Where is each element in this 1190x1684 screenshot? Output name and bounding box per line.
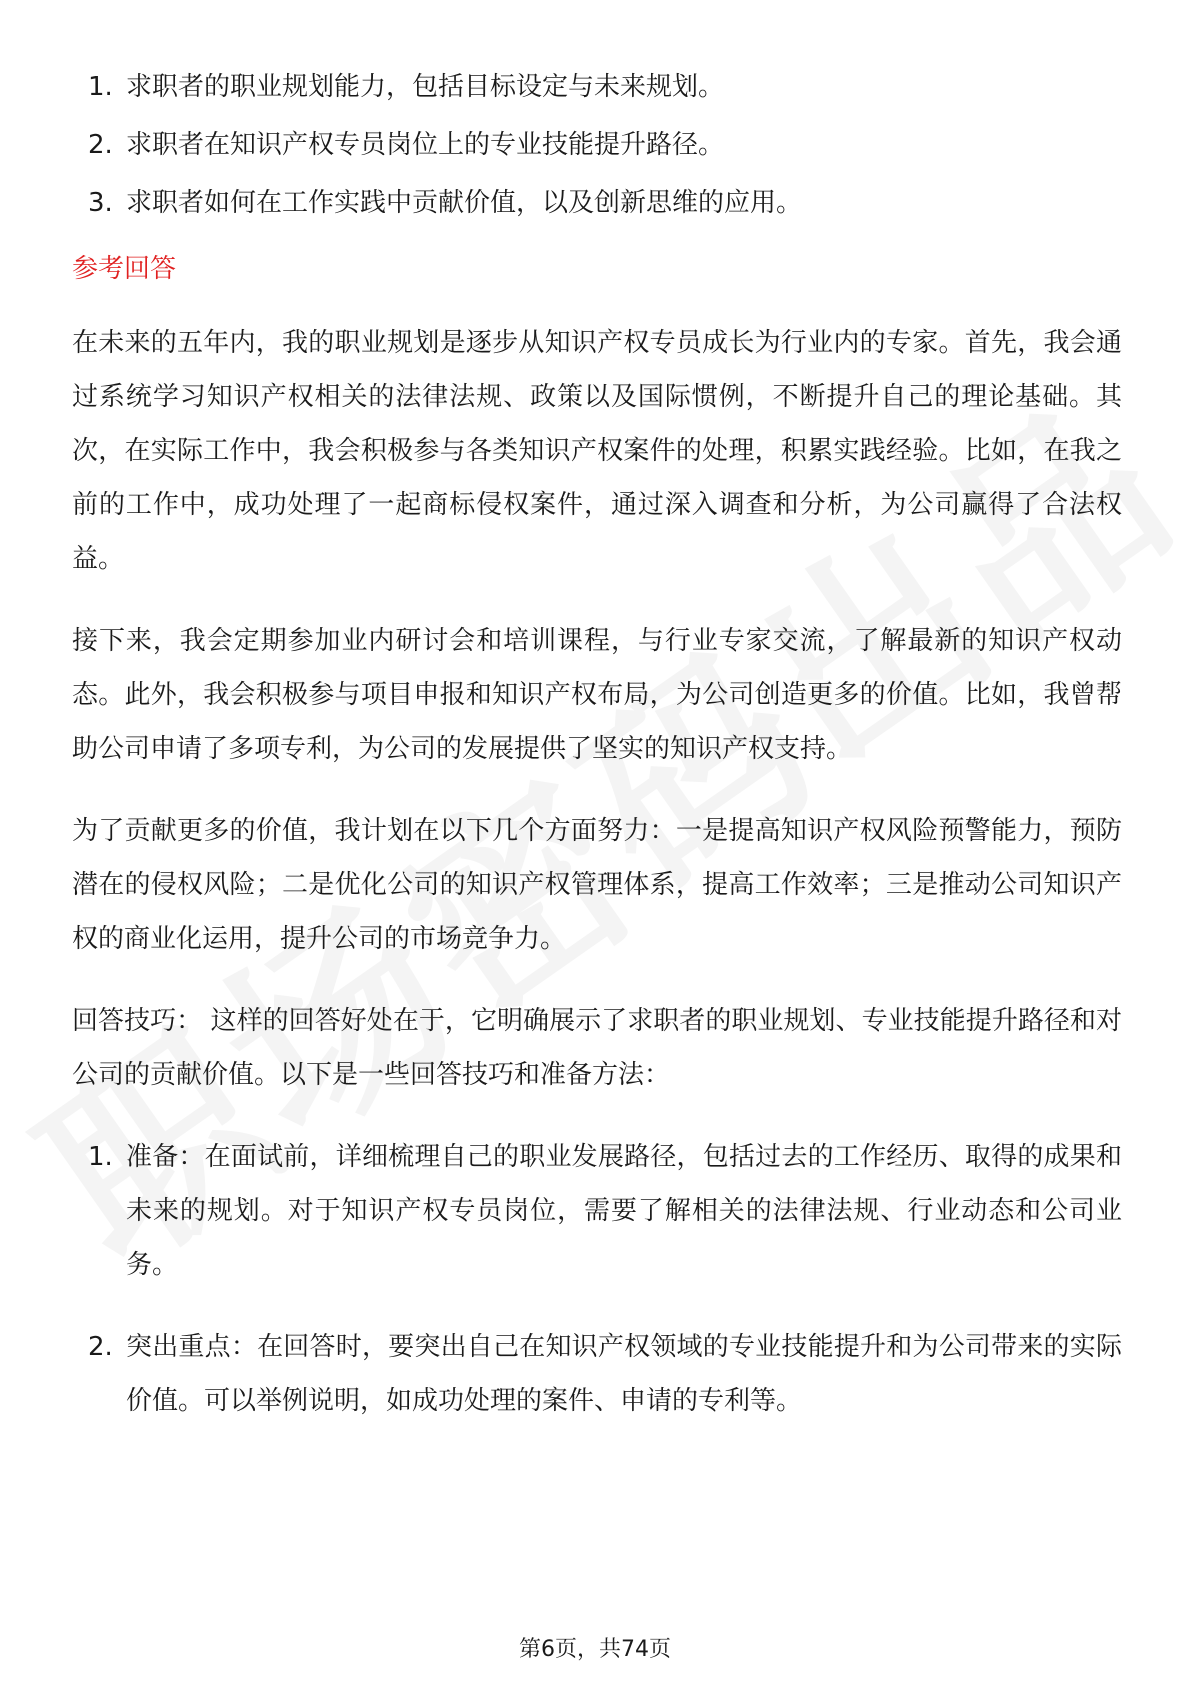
list-number: 2. xyxy=(88,1332,113,1362)
page-content xyxy=(72,58,1122,1456)
list-item xyxy=(72,1320,1122,1428)
page-number-footer: 第6页，共74页 xyxy=(519,1637,671,1662)
list-item-text: 求职者的职业规划能力，包括目标设定与未来规划。 xyxy=(126,72,725,102)
tips-list xyxy=(72,1130,1122,1428)
list-item xyxy=(72,174,1122,232)
reference-answer-heading: 参考回答 xyxy=(72,254,177,284)
list-number: 3. xyxy=(88,188,113,218)
list-number: 1. xyxy=(88,1142,113,1172)
list-item-text: 突出重点：在回答时，要突出自己在知识产权领域的专业技能提升和为公司带来的实际价值。可以举例说明，如成功处理的案件、申请的专利等。 xyxy=(126,1332,1122,1416)
list-item xyxy=(72,58,1122,116)
list-number: 2. xyxy=(88,130,113,160)
tips-intro-paragraph: 回答技巧： 这样的回答好处在于，它明确展示了求职者的职业规划、专业技能提升路径和对公司的贡献价值。以下是一些回答技巧和准备方法： xyxy=(72,1006,1122,1090)
list-item-text: 求职者在知识产权专员岗位上的专业技能提升路径。 xyxy=(126,130,725,160)
list-item-text: 求职者如何在工作实践中贡献价值，以及创新思维的应用。 xyxy=(126,188,803,218)
answer-paragraph: 在未来的五年内，我的职业规划是逐步从知识产权专员成长为行业内的专家。首先，我会通过系统学习知识产权相关的法律法规、政策以及国际惯例，不断提升自己的理论基础。其次，在实际工作中，我会积极参与各类知识产权案件的处理，积累实践经验。比如，在我之前的工作中，成功处理了一起商标侵权案件，通过深入调查和分析，为公司赢得了合法权益。 xyxy=(72,328,1122,574)
answer-paragraph: 为了贡献更多的价值，我计划在以下几个方面努力：一是提高知识产权风险预警能力，预防潜在的侵权风险；二是优化公司的知识产权管理体系，提高工作效率；三是推动公司知识产权的商业化运用，提升公司的市场竞争力。 xyxy=(72,816,1122,954)
list-number: 1. xyxy=(88,72,113,102)
list-item xyxy=(72,116,1122,174)
list-item-text: 准备：在面试前，详细梳理自己的职业发展路径，包括过去的工作经历、取得的成果和未来的规划。对于知识产权专员岗位，需要了解相关的法律法规、行业动态和公司业务。 xyxy=(126,1142,1122,1280)
question-list xyxy=(72,58,1122,232)
answer-paragraph: 接下来，我会定期参加业内研讨会和培训课程，与行业专家交流，了解最新的知识产权动态。此外，我会积极参与项目申报和知识产权布局，为公司创造更多的价值。比如，我曾帮助公司申请了多项专利，为公司的发展提供了坚实的知识产权支持。 xyxy=(72,626,1122,764)
list-item xyxy=(72,1130,1122,1292)
